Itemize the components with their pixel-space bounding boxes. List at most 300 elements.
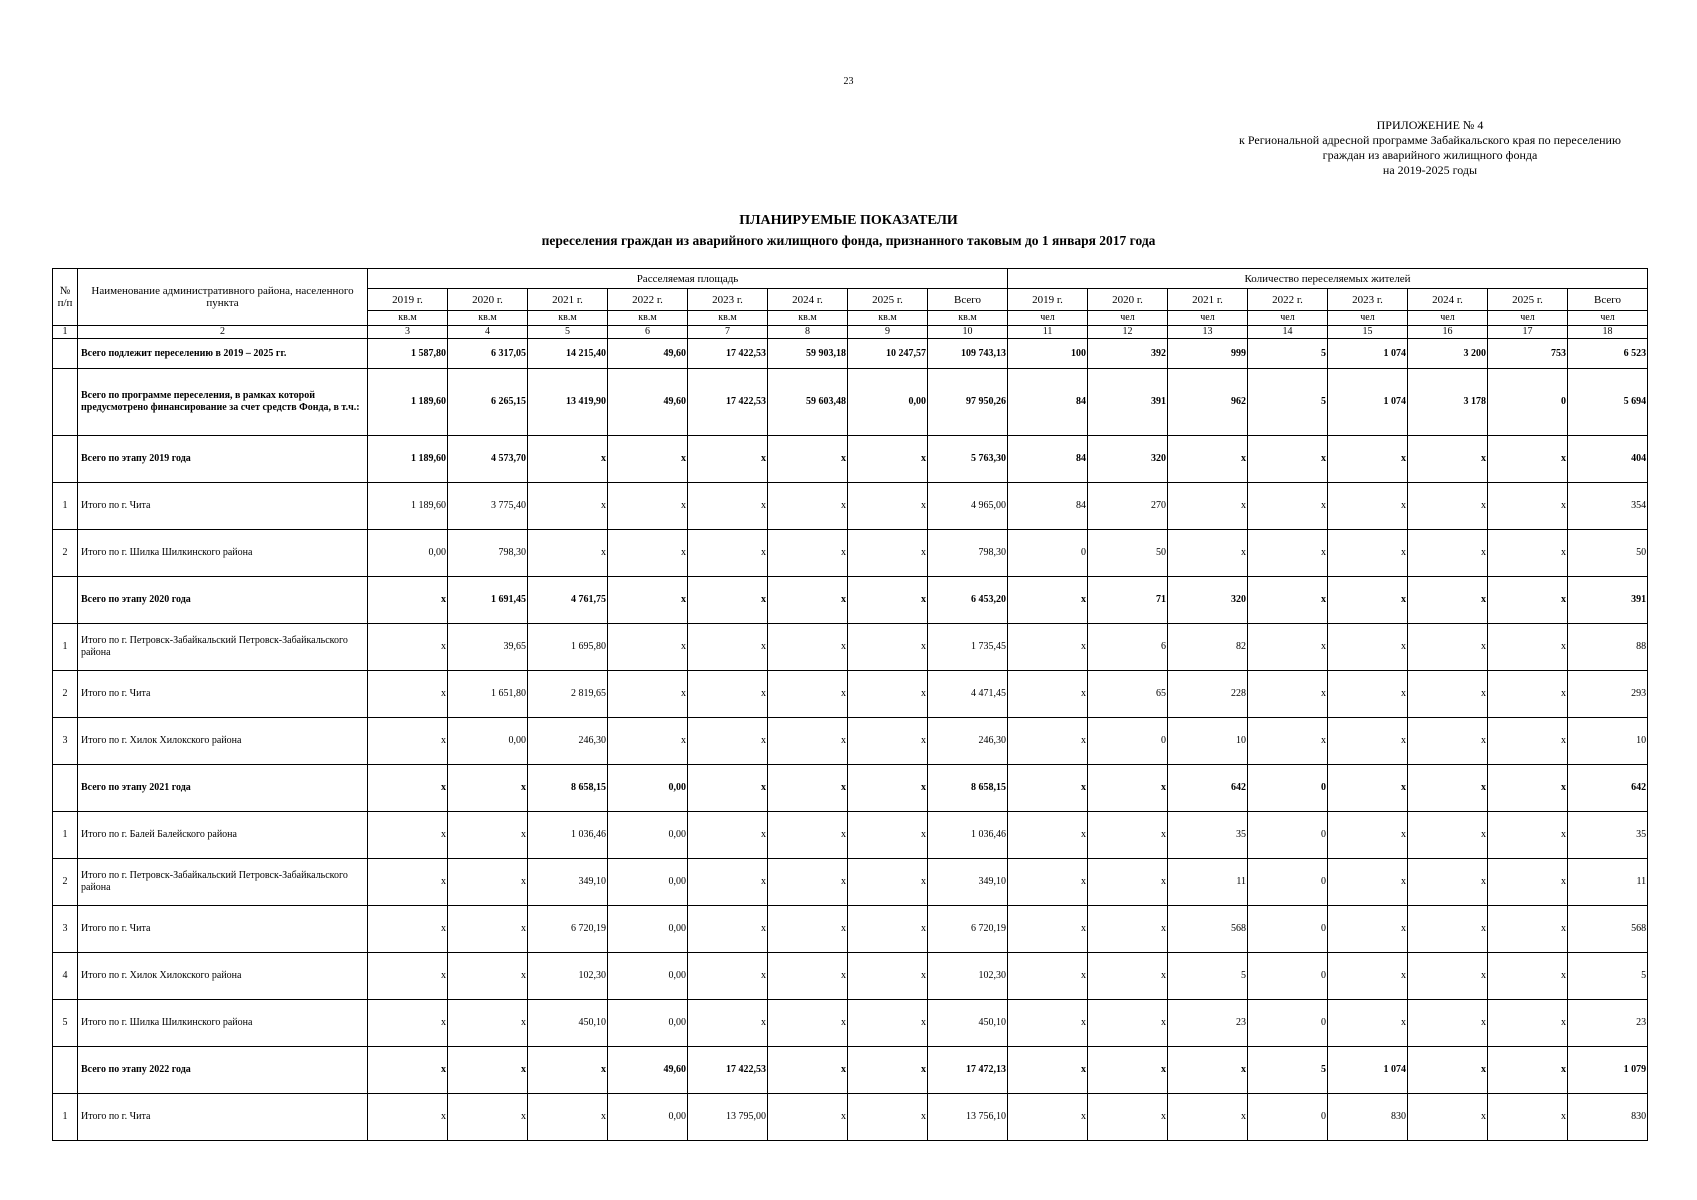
header-area-unit: кв.м	[528, 311, 608, 326]
row-value: 0,00	[448, 718, 528, 765]
row-value: x	[1408, 1094, 1488, 1141]
row-value: 1 189,60	[368, 369, 448, 436]
table-row	[53, 671, 1648, 718]
row-value: 35	[1568, 812, 1648, 859]
row-value: x	[448, 859, 528, 906]
row-value: 1 036,46	[928, 812, 1008, 859]
row-value: 109 743,13	[928, 339, 1008, 369]
row-value: 8 658,15	[928, 765, 1008, 812]
row-value: x	[1328, 436, 1408, 483]
header-people-unit: чел	[1408, 311, 1488, 326]
row-value: x	[1328, 906, 1408, 953]
row-value: x	[1488, 577, 1568, 624]
row-name: Итого по г. Чита	[78, 1094, 368, 1141]
row-number: 1	[53, 483, 78, 530]
row-value: 568	[1168, 906, 1248, 953]
row-value: x	[368, 1047, 448, 1094]
row-value: x	[688, 765, 768, 812]
header-area-unit: кв.м	[608, 311, 688, 326]
row-value: x	[608, 671, 688, 718]
row-value: 391	[1568, 577, 1648, 624]
row-number	[53, 369, 78, 436]
row-value: 1 651,80	[448, 671, 528, 718]
header-column-number: 11	[1008, 326, 1088, 339]
row-value: x	[688, 953, 768, 1000]
header-column-number: 15	[1328, 326, 1408, 339]
row-value: 293	[1568, 671, 1648, 718]
header-people-year: 2023 г.	[1328, 289, 1408, 311]
row-value: x	[1008, 953, 1088, 1000]
row-value: 11	[1568, 859, 1648, 906]
row-value: 3 775,40	[448, 483, 528, 530]
row-value: 3 178	[1408, 369, 1488, 436]
table-row	[53, 436, 1648, 483]
row-value: x	[1008, 859, 1088, 906]
appendix-line: на 2019-2025 годы	[1382, 163, 1478, 177]
row-value: 4 471,45	[928, 671, 1008, 718]
row-number: 2	[53, 671, 78, 718]
header-people-year: 2020 г.	[1088, 289, 1168, 311]
row-value: 13 419,90	[528, 369, 608, 436]
row-value: 246,30	[528, 718, 608, 765]
row-value: x	[1488, 765, 1568, 812]
row-value: x	[1168, 436, 1248, 483]
row-name: Итого по г. Чита	[78, 906, 368, 953]
row-value: x	[1008, 765, 1088, 812]
row-value: 6 523	[1568, 339, 1648, 369]
row-value: x	[1168, 1094, 1248, 1141]
row-value: x	[768, 1000, 848, 1047]
header-people-year: 2022 г.	[1248, 289, 1328, 311]
header-area-year: 2021 г.	[528, 289, 608, 311]
header-area-unit: кв.м	[688, 311, 768, 326]
table-row	[53, 859, 1648, 906]
row-value: x	[1408, 953, 1488, 1000]
row-value: 1 189,60	[368, 483, 448, 530]
row-value: 798,30	[928, 530, 1008, 577]
header-area-year: 2023 г.	[688, 289, 768, 311]
header-people-unit: чел	[1568, 311, 1648, 326]
row-value: x	[768, 1094, 848, 1141]
row-value: x	[1248, 718, 1328, 765]
row-value: 88	[1568, 624, 1648, 671]
row-value: 5	[1248, 339, 1328, 369]
table-row	[53, 765, 1648, 812]
table-row	[53, 483, 1648, 530]
row-name: Итого по г. Петровск-Забайкальский Петровск-Забайкальского района	[78, 859, 368, 906]
row-value: x	[688, 859, 768, 906]
row-value: x	[528, 436, 608, 483]
table-row	[53, 953, 1648, 1000]
row-value: 17 422,53	[688, 339, 768, 369]
header-people-year: Всего	[1568, 289, 1648, 311]
row-value: x	[528, 1094, 608, 1141]
row-value: x	[848, 577, 928, 624]
row-value: x	[528, 1047, 608, 1094]
row-value: x	[848, 812, 928, 859]
row-value: x	[528, 483, 608, 530]
row-value: x	[368, 1094, 448, 1141]
row-number: 2	[53, 859, 78, 906]
row-value: 1 074	[1328, 369, 1408, 436]
row-value: x	[1328, 671, 1408, 718]
header-column-number: 12	[1088, 326, 1168, 339]
row-number	[53, 765, 78, 812]
row-value: 0	[1248, 1094, 1328, 1141]
row-value: x	[1488, 906, 1568, 953]
row-value: 10	[1568, 718, 1648, 765]
row-value: x	[1488, 530, 1568, 577]
row-value: x	[848, 671, 928, 718]
table-row	[53, 530, 1648, 577]
row-value: x	[1088, 859, 1168, 906]
header-column-number: 4	[448, 326, 528, 339]
row-value: 450,10	[528, 1000, 608, 1047]
title-sub: переселения граждан из аварийного жилищного фонда, признанного таковым до 1 января 2017 года	[541, 233, 1156, 248]
row-value: x	[1408, 1047, 1488, 1094]
row-value: 320	[1168, 577, 1248, 624]
row-value: x	[1408, 577, 1488, 624]
row-value: x	[1008, 671, 1088, 718]
row-value: 3 200	[1408, 339, 1488, 369]
row-value: 11	[1168, 859, 1248, 906]
row-name: Итого по г. Чита	[78, 483, 368, 530]
row-value: x	[848, 624, 928, 671]
row-value: 753	[1488, 339, 1568, 369]
table-row	[53, 1094, 1648, 1141]
row-value: 391	[1088, 369, 1168, 436]
row-value: 1 074	[1328, 339, 1408, 369]
row-value: x	[448, 1047, 528, 1094]
row-value: x	[1328, 859, 1408, 906]
row-value: x	[768, 812, 848, 859]
row-value: x	[608, 483, 688, 530]
row-value: x	[768, 859, 848, 906]
row-value: 49,60	[608, 339, 688, 369]
row-value: 17 472,13	[928, 1047, 1008, 1094]
row-value: x	[1328, 953, 1408, 1000]
row-value: 0,00	[608, 812, 688, 859]
header-people-unit: чел	[1248, 311, 1328, 326]
row-value: 1 691,45	[448, 577, 528, 624]
row-value: x	[688, 1000, 768, 1047]
row-value: x	[848, 953, 928, 1000]
row-number: 5	[53, 1000, 78, 1047]
header-column-number: 3	[368, 326, 448, 339]
row-number	[53, 577, 78, 624]
header-column-number: 13	[1168, 326, 1248, 339]
row-value: x	[1408, 436, 1488, 483]
row-value: 830	[1328, 1094, 1408, 1141]
row-value: x	[608, 436, 688, 483]
row-value: x	[848, 859, 928, 906]
row-value: 642	[1568, 765, 1648, 812]
row-value: 49,60	[608, 1047, 688, 1094]
row-name: Итого по г. Шилка Шилкинского района	[78, 1000, 368, 1047]
row-value: x	[1488, 624, 1568, 671]
row-value: x	[1008, 718, 1088, 765]
appendix-note	[1200, 118, 1660, 178]
row-value: x	[848, 530, 928, 577]
row-name: Всего по программе переселения, в рамках которой предусмотрено финансирование за счет средств Фонда, в т.ч.:	[78, 369, 368, 436]
row-name: Всего по этапу 2019 года	[78, 436, 368, 483]
row-value: x	[1248, 530, 1328, 577]
row-value: x	[688, 530, 768, 577]
row-value: x	[368, 718, 448, 765]
row-value: x	[768, 624, 848, 671]
row-value: x	[848, 765, 928, 812]
row-value: x	[1088, 906, 1168, 953]
row-value: x	[368, 953, 448, 1000]
row-name: Всего по этапу 2022 года	[78, 1047, 368, 1094]
row-value: x	[368, 765, 448, 812]
row-value: 0,00	[608, 1094, 688, 1141]
row-value: 84	[1008, 483, 1088, 530]
header-area-year: 2022 г.	[608, 289, 688, 311]
row-value: 50	[1568, 530, 1648, 577]
row-value: x	[1488, 1094, 1568, 1141]
row-name: Итого по г. Чита	[78, 671, 368, 718]
row-value: x	[1088, 765, 1168, 812]
row-value: x	[1328, 530, 1408, 577]
row-value: 0,00	[608, 1000, 688, 1047]
row-name: Итого по г. Шилка Шилкинского района	[78, 530, 368, 577]
row-value: 0,00	[608, 953, 688, 1000]
row-value: x	[1328, 624, 1408, 671]
row-value: 642	[1168, 765, 1248, 812]
row-value: x	[1248, 624, 1328, 671]
row-value: 5	[1248, 369, 1328, 436]
row-value: 2 819,65	[528, 671, 608, 718]
header-area-unit: кв.м	[368, 311, 448, 326]
row-value: x	[1328, 577, 1408, 624]
row-value: 71	[1088, 577, 1168, 624]
row-value: x	[768, 671, 848, 718]
row-value: 270	[1088, 483, 1168, 530]
row-value: x	[1088, 1094, 1168, 1141]
row-value: x	[1328, 1000, 1408, 1047]
row-value: x	[1168, 530, 1248, 577]
header-column-number: 10	[928, 326, 1008, 339]
row-value: 1 695,80	[528, 624, 608, 671]
row-value: x	[448, 1094, 528, 1141]
row-value: 1 036,46	[528, 812, 608, 859]
row-value: x	[848, 1047, 928, 1094]
row-value: x	[768, 577, 848, 624]
row-value: x	[1328, 718, 1408, 765]
header-column-number: 9	[848, 326, 928, 339]
header-people-year: 2021 г.	[1168, 289, 1248, 311]
row-value: 13 795,00	[688, 1094, 768, 1141]
row-value: 14 215,40	[528, 339, 608, 369]
row-value: 35	[1168, 812, 1248, 859]
row-value: 1 587,80	[368, 339, 448, 369]
row-value: x	[768, 436, 848, 483]
row-value: x	[1408, 530, 1488, 577]
row-value: 5	[1568, 953, 1648, 1000]
row-value: 0	[1248, 812, 1328, 859]
row-value: 65	[1088, 671, 1168, 718]
row-value: x	[1008, 577, 1088, 624]
header-column-number: 17	[1488, 326, 1568, 339]
row-value: x	[848, 436, 928, 483]
row-value: 0	[1248, 1000, 1328, 1047]
row-value: x	[1408, 812, 1488, 859]
header-people-year: 2025 г.	[1488, 289, 1568, 311]
row-number: 1	[53, 812, 78, 859]
row-value: 962	[1168, 369, 1248, 436]
row-value: 349,10	[928, 859, 1008, 906]
row-value: x	[848, 1000, 928, 1047]
table-row	[53, 906, 1648, 953]
row-value: x	[1248, 577, 1328, 624]
row-value: 392	[1088, 339, 1168, 369]
row-value: 246,30	[928, 718, 1008, 765]
row-value: 50	[1088, 530, 1168, 577]
row-name: Итого по г. Балей Балейского района	[78, 812, 368, 859]
row-value: x	[1328, 765, 1408, 812]
table-row	[53, 339, 1648, 369]
row-value: 798,30	[448, 530, 528, 577]
appendix-line: ПРИЛОЖЕНИЕ № 4	[1376, 118, 1484, 132]
row-value: 59 903,18	[768, 339, 848, 369]
row-value: 102,30	[928, 953, 1008, 1000]
header-people-year: 2019 г.	[1008, 289, 1088, 311]
row-value: x	[1088, 953, 1168, 1000]
row-value: x	[768, 953, 848, 1000]
row-value: x	[1408, 1000, 1488, 1047]
row-value: 228	[1168, 671, 1248, 718]
row-value: 6	[1088, 624, 1168, 671]
row-value: x	[1328, 812, 1408, 859]
row-value: x	[1408, 624, 1488, 671]
row-value: x	[688, 624, 768, 671]
row-value: 39,65	[448, 624, 528, 671]
row-value: 97 950,26	[928, 369, 1008, 436]
header-no: № п/п	[53, 269, 78, 326]
row-value: 1 735,45	[928, 624, 1008, 671]
row-value: 0,00	[848, 369, 928, 436]
row-value: 1 074	[1328, 1047, 1408, 1094]
row-value: 5 763,30	[928, 436, 1008, 483]
header-people-unit: чел	[1328, 311, 1408, 326]
row-value: x	[768, 1047, 848, 1094]
row-value: x	[1248, 671, 1328, 718]
row-value: x	[1248, 436, 1328, 483]
row-value: 0	[1248, 859, 1328, 906]
row-value: x	[768, 483, 848, 530]
row-value: x	[1248, 483, 1328, 530]
row-name: Итого по г. Хилок Хилокского района	[78, 953, 368, 1000]
header-people-group: Количество переселяемых жителей	[1008, 269, 1648, 289]
row-value: 6 720,19	[528, 906, 608, 953]
table-row	[53, 1000, 1648, 1047]
header-area-unit: кв.м	[448, 311, 528, 326]
row-value: 0	[1488, 369, 1568, 436]
header-people-unit: чел	[1008, 311, 1088, 326]
row-value: x	[448, 953, 528, 1000]
title-main: ПЛАНИРУЕМЫЕ ПОКАЗАТЕЛИ	[739, 213, 958, 228]
row-value: x	[1488, 483, 1568, 530]
table-row	[53, 718, 1648, 765]
row-number: 3	[53, 718, 78, 765]
header-area-unit: кв.м	[848, 311, 928, 326]
row-value: x	[1088, 812, 1168, 859]
row-value: x	[1008, 1094, 1088, 1141]
row-value: x	[688, 577, 768, 624]
row-value: 450,10	[928, 1000, 1008, 1047]
row-number	[53, 339, 78, 369]
header-people-unit: чел	[1168, 311, 1248, 326]
row-value: 100	[1008, 339, 1088, 369]
row-value: x	[688, 906, 768, 953]
row-name: Итого по г. Хилок Хилокского района	[78, 718, 368, 765]
row-number: 1	[53, 1094, 78, 1141]
row-value: 23	[1168, 1000, 1248, 1047]
row-name: Итого по г. Петровск-Забайкальский Петровск-Забайкальского района	[78, 624, 368, 671]
header-column-number: 2	[78, 326, 368, 339]
row-value: 17 422,53	[688, 369, 768, 436]
row-value: 830	[1568, 1094, 1648, 1141]
row-value: x	[528, 530, 608, 577]
row-value: 6 453,20	[928, 577, 1008, 624]
row-value: 5	[1168, 953, 1248, 1000]
header-area-year: 2025 г.	[848, 289, 928, 311]
row-name: Всего по этапу 2020 года	[78, 577, 368, 624]
header-area-unit: кв.м	[768, 311, 848, 326]
row-value: x	[1008, 624, 1088, 671]
row-value: 320	[1088, 436, 1168, 483]
row-value: 17 422,53	[688, 1047, 768, 1094]
row-value: 4 965,00	[928, 483, 1008, 530]
header-area-year: 2020 г.	[448, 289, 528, 311]
row-value: x	[448, 812, 528, 859]
row-value: x	[1008, 812, 1088, 859]
row-value: 0	[1088, 718, 1168, 765]
row-value: x	[848, 718, 928, 765]
row-value: 102,30	[528, 953, 608, 1000]
appendix-line: граждан из аварийного жилищного фонда	[1322, 148, 1538, 162]
header-area-unit: кв.м	[928, 311, 1008, 326]
row-value: x	[688, 436, 768, 483]
row-value: 568	[1568, 906, 1648, 953]
row-value: 0,00	[608, 765, 688, 812]
row-value: x	[608, 624, 688, 671]
row-value: x	[1008, 1000, 1088, 1047]
row-number: 2	[53, 530, 78, 577]
row-value: x	[688, 812, 768, 859]
row-value: x	[1488, 1047, 1568, 1094]
row-value: 0	[1008, 530, 1088, 577]
row-value: 4 573,70	[448, 436, 528, 483]
row-value: x	[1488, 859, 1568, 906]
row-value: x	[608, 530, 688, 577]
table-row	[53, 369, 1648, 436]
table-row	[53, 1047, 1648, 1094]
row-number	[53, 436, 78, 483]
row-value: x	[1488, 1000, 1568, 1047]
header-area-year: 2019 г.	[368, 289, 448, 311]
header-column-number: 8	[768, 326, 848, 339]
row-value: 1 189,60	[368, 436, 448, 483]
row-value: x	[1408, 906, 1488, 953]
row-value: x	[768, 530, 848, 577]
row-value: x	[608, 718, 688, 765]
row-value: 0,00	[368, 530, 448, 577]
row-value: 13 756,10	[928, 1094, 1008, 1141]
row-value: x	[1488, 812, 1568, 859]
row-name: Всего подлежит переселению в 2019 – 2025 гг.	[78, 339, 368, 369]
